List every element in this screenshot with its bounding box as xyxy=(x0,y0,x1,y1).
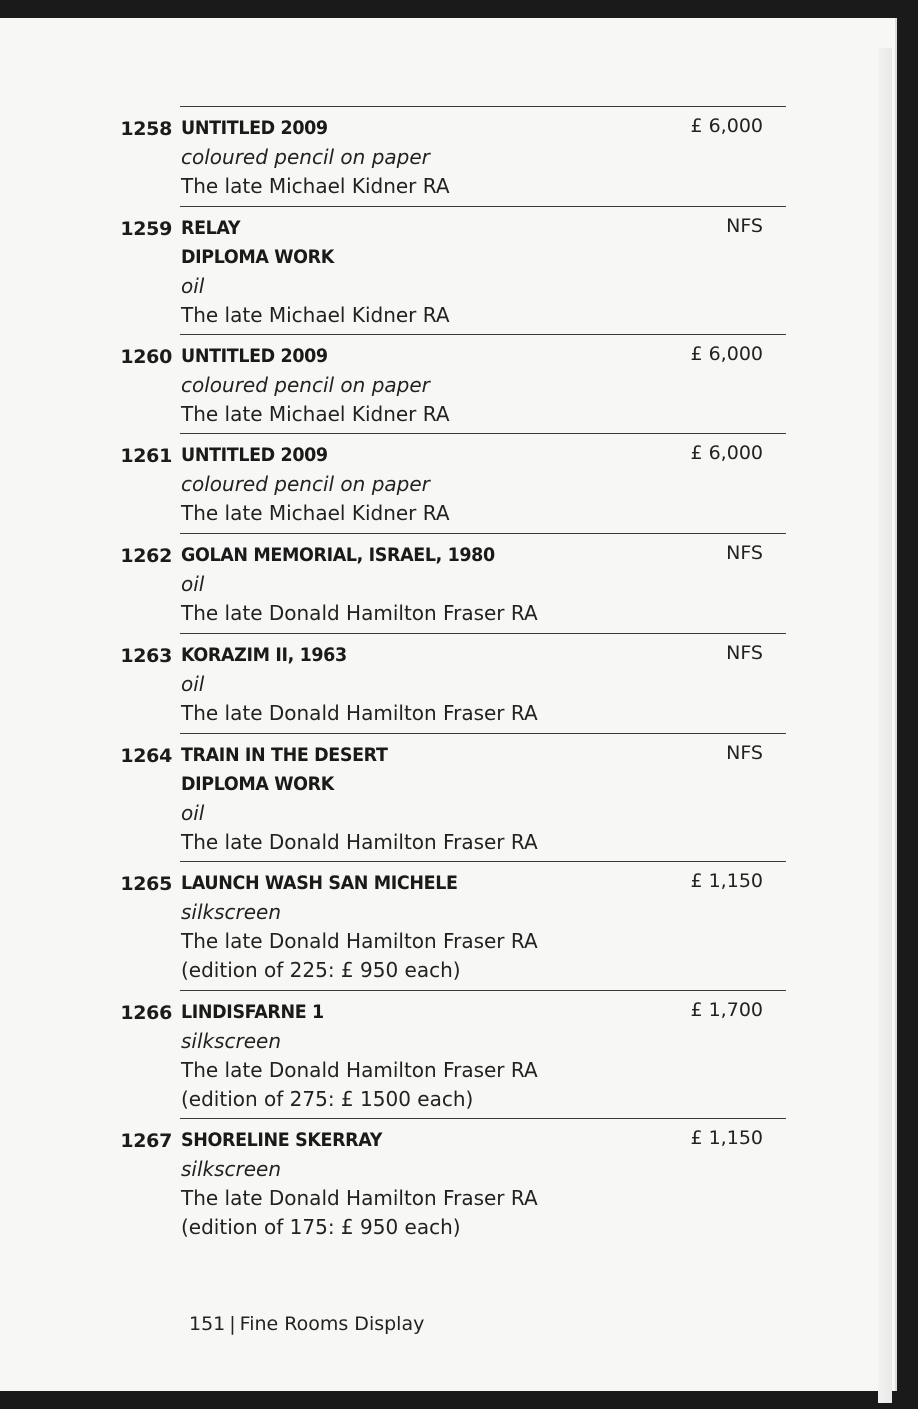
entry-artist: The late Donald Hamilton Fraser RA xyxy=(181,601,538,625)
page-number: 151 xyxy=(189,1313,226,1335)
entry-medium: coloured pencil on paper xyxy=(181,472,430,496)
entry-body xyxy=(181,741,701,857)
entry-number: 1266 xyxy=(120,1002,172,1024)
entry-divider xyxy=(180,633,786,634)
entry-medium: coloured pencil on paper xyxy=(181,145,430,169)
entry-artist: The late Donald Hamilton Fraser RA xyxy=(181,1186,538,1210)
entry-body xyxy=(181,342,701,429)
entry-divider xyxy=(180,533,786,534)
entry-edition: (edition of 275: £ 1500 each) xyxy=(181,1087,474,1111)
entry-price: NFS xyxy=(726,742,763,764)
entry-title: KORAZIM II, 1963 xyxy=(181,644,347,666)
entry-price: £ 1,150 xyxy=(690,1127,763,1149)
entry-title: LAUNCH WASH SAN MICHELE xyxy=(181,872,458,894)
entry-artist: The late Michael Kidner RA xyxy=(181,402,450,426)
entry-divider xyxy=(180,733,786,734)
entry-body xyxy=(181,441,701,528)
entry-price: £ 1,700 xyxy=(690,999,763,1021)
page-edge xyxy=(878,48,892,1403)
entry-divider xyxy=(180,206,786,207)
footer-separator: | xyxy=(229,1313,236,1335)
entry-body xyxy=(181,641,701,728)
entry-price: £ 6,000 xyxy=(690,343,763,365)
entry-price: NFS xyxy=(726,642,763,664)
entry-title: UNTITLED 2009 xyxy=(181,345,328,367)
entry-title: LINDISFARNE 1 xyxy=(181,1001,324,1023)
entry-artist: The late Donald Hamilton Fraser RA xyxy=(181,830,538,854)
entry-edition: (edition of 225: £ 950 each) xyxy=(181,958,461,982)
entry-artist: The late Donald Hamilton Fraser RA xyxy=(181,1058,538,1082)
entry-price: £ 6,000 xyxy=(690,115,763,137)
entry-number: 1258 xyxy=(120,118,172,140)
entry-medium: oil xyxy=(181,672,205,696)
entry-artist: The late Michael Kidner RA xyxy=(181,501,450,525)
entry-subtitle: DIPLOMA WORK xyxy=(181,773,334,795)
entry-price: NFS xyxy=(726,542,763,564)
entry-title: SHORELINE SKERRAY xyxy=(181,1129,383,1151)
entry-edition: (edition of 175: £ 950 each) xyxy=(181,1215,461,1239)
entry-body xyxy=(181,1126,701,1242)
entry-body xyxy=(181,214,701,330)
entry-artist: The late Donald Hamilton Fraser RA xyxy=(181,701,538,725)
page-footer xyxy=(189,1313,424,1335)
entry-divider xyxy=(180,861,786,862)
entry-number: 1261 xyxy=(120,445,172,467)
entry-body xyxy=(181,869,701,985)
catalogue-page xyxy=(0,18,895,1391)
entry-title: RELAY xyxy=(181,217,241,239)
entry-subtitle: DIPLOMA WORK xyxy=(181,246,334,268)
entry-price: £ 1,150 xyxy=(690,870,763,892)
entry-medium: silkscreen xyxy=(181,900,282,924)
entry-divider xyxy=(180,106,786,107)
entry-price: £ 6,000 xyxy=(690,442,763,464)
entry-divider xyxy=(180,990,786,991)
entry-divider xyxy=(180,433,786,434)
entry-medium: oil xyxy=(181,572,205,596)
entry-artist: The late Michael Kidner RA xyxy=(181,303,450,327)
entry-number: 1264 xyxy=(120,745,172,767)
entry-title: UNTITLED 2009 xyxy=(181,444,328,466)
entry-number: 1262 xyxy=(120,545,172,567)
entry-title: TRAIN IN THE DESERT xyxy=(181,744,388,766)
entry-number: 1265 xyxy=(120,873,172,895)
section-title: Fine Rooms Display xyxy=(239,1313,425,1335)
entry-medium: coloured pencil on paper xyxy=(181,373,430,397)
entry-medium: oil xyxy=(181,801,205,825)
entry-number: 1259 xyxy=(120,218,172,240)
entry-title: GOLAN MEMORIAL, ISRAEL, 1980 xyxy=(181,544,495,566)
entry-body xyxy=(181,541,701,628)
entry-medium: silkscreen xyxy=(181,1029,282,1053)
entry-artist: The late Donald Hamilton Fraser RA xyxy=(181,929,538,953)
entry-artist: The late Michael Kidner RA xyxy=(181,174,450,198)
entry-number: 1263 xyxy=(120,645,172,667)
entry-medium: oil xyxy=(181,274,205,298)
entry-divider xyxy=(180,334,786,335)
entry-number: 1267 xyxy=(120,1130,172,1152)
entry-title: UNTITLED 2009 xyxy=(181,117,328,139)
entry-body xyxy=(181,114,701,201)
entry-price: NFS xyxy=(726,215,763,237)
entry-number: 1260 xyxy=(120,346,172,368)
entry-body xyxy=(181,998,701,1114)
entry-medium: silkscreen xyxy=(181,1157,282,1181)
entry-divider xyxy=(180,1118,786,1119)
